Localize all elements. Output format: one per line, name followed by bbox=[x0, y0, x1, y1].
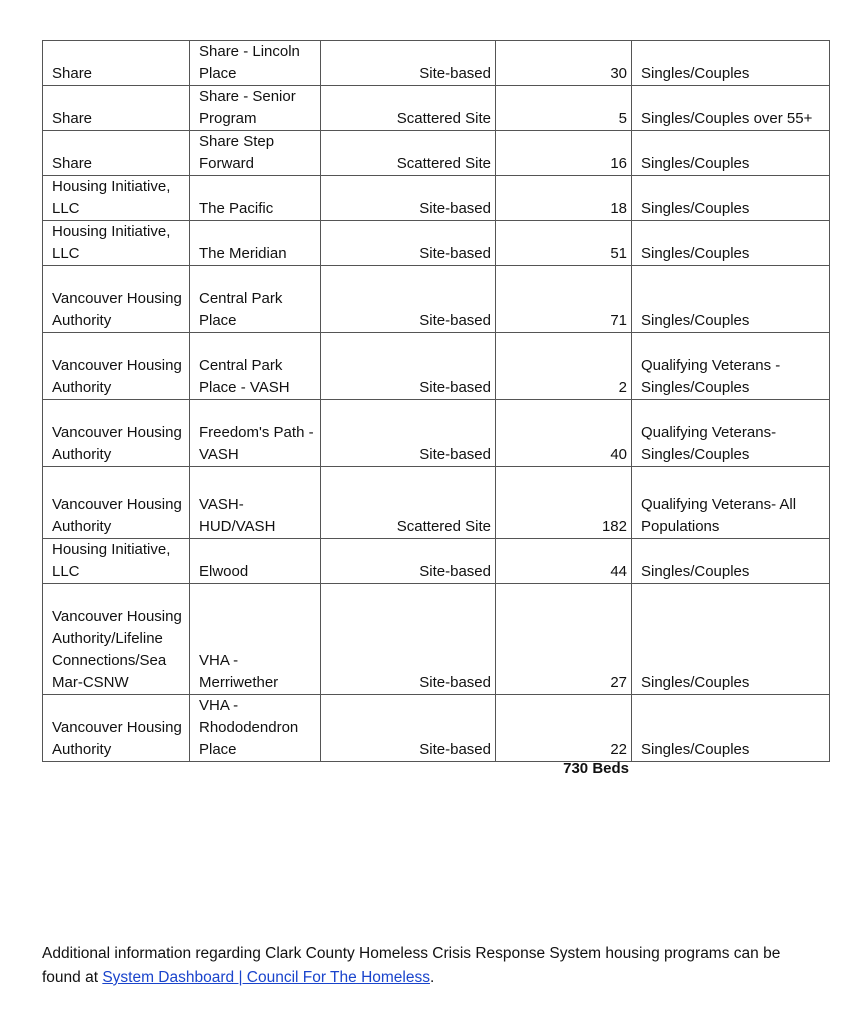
table-row bbox=[43, 539, 830, 584]
beds-cell: 182 bbox=[496, 467, 632, 539]
beds-cell: 16 bbox=[496, 131, 632, 176]
organization-cell: Vancouver Housing Authority bbox=[43, 266, 190, 333]
program-name-cell: Share - Lincoln Place bbox=[190, 41, 321, 86]
program-name-cell: Central Park Place bbox=[190, 266, 321, 333]
table-row bbox=[43, 333, 830, 400]
program-name-cell: Central Park Place - VASH bbox=[190, 333, 321, 400]
footer-end: . bbox=[429, 969, 435, 986]
site-type-cell: Site-based bbox=[321, 400, 496, 467]
organization-cell: Vancouver Housing Authority/Lifeline Connections/Sea Mar-CSNW bbox=[43, 584, 190, 695]
organization-cell: Vancouver Housing Authority bbox=[43, 467, 190, 539]
footer-text: Additional information regarding Clark County Homeless Crisis Response System housing programs can be found at bbox=[42, 945, 781, 986]
beds-cell: 27 bbox=[496, 584, 632, 695]
program-name-cell: VASH- HUD/VASH bbox=[190, 467, 321, 539]
program-name-cell: The Pacific bbox=[190, 176, 321, 221]
population-cell: Qualifying Veterans- All Populations bbox=[632, 467, 830, 539]
organization-cell: Vancouver Housing Authority bbox=[43, 333, 190, 400]
organization-cell: Housing Initiative, LLC bbox=[43, 221, 190, 266]
site-type-cell: Site-based bbox=[321, 221, 496, 266]
beds-cell: 22 bbox=[496, 695, 632, 762]
population-cell: Singles/Couples bbox=[632, 539, 830, 584]
organization-cell: Vancouver Housing Authority bbox=[43, 695, 190, 762]
site-type-cell: Site-based bbox=[321, 584, 496, 695]
organization-cell: Housing Initiative, LLC bbox=[43, 539, 190, 584]
table-row bbox=[43, 221, 830, 266]
beds-cell: 5 bbox=[496, 86, 632, 131]
table-row bbox=[43, 584, 830, 695]
organization-cell: Share bbox=[43, 86, 190, 131]
population-cell: Singles/Couples over 55+ bbox=[632, 86, 830, 131]
program-name-cell: Share - Senior Program bbox=[190, 86, 321, 131]
beds-cell: 2 bbox=[496, 333, 632, 400]
site-type-cell: Site-based bbox=[321, 333, 496, 400]
population-cell: Qualifying Veterans - Singles/Couples bbox=[632, 333, 830, 400]
organization-cell: Share bbox=[43, 131, 190, 176]
program-name-cell: The Meridian bbox=[190, 221, 321, 266]
site-type-cell: Scattered Site bbox=[321, 467, 496, 539]
population-cell: Singles/Couples bbox=[632, 131, 830, 176]
council-dashboard-link[interactable]: System Dashboard | Council For The Homeless bbox=[102, 969, 430, 986]
table-row bbox=[43, 41, 830, 86]
program-name-cell: VHA - Merriwether bbox=[190, 584, 321, 695]
organization-cell: Vancouver Housing Authority bbox=[43, 400, 190, 467]
beds-cell: 30 bbox=[496, 41, 632, 86]
table-row bbox=[43, 695, 830, 762]
program-name-cell: Share Step Forward bbox=[190, 131, 321, 176]
population-cell: Singles/Couples bbox=[632, 176, 830, 221]
table-row bbox=[43, 266, 830, 333]
program-name-cell: VHA - Rhododendron Place bbox=[190, 695, 321, 762]
population-cell: Singles/Couples bbox=[632, 41, 830, 86]
housing-programs-table bbox=[42, 40, 830, 762]
site-type-cell: Scattered Site bbox=[321, 86, 496, 131]
program-name-cell: Elwood bbox=[190, 539, 321, 584]
program-name-cell: Freedom's Path - VASH bbox=[190, 400, 321, 467]
table-row bbox=[43, 86, 830, 131]
population-cell: Qualifying Veterans- Singles/Couples bbox=[632, 400, 830, 467]
site-type-cell: Site-based bbox=[321, 41, 496, 86]
table-row bbox=[43, 176, 830, 221]
organization-cell: Housing Initiative, LLC bbox=[43, 176, 190, 221]
site-type-cell: Site-based bbox=[321, 695, 496, 762]
population-cell: Singles/Couples bbox=[632, 695, 830, 762]
table-row bbox=[43, 467, 830, 539]
table-row bbox=[43, 400, 830, 467]
beds-cell: 44 bbox=[496, 539, 632, 584]
site-type-cell: Scattered Site bbox=[321, 131, 496, 176]
organization-cell: Share bbox=[43, 41, 190, 86]
footer-note bbox=[42, 942, 822, 990]
table-row bbox=[43, 131, 830, 176]
site-type-cell: Site-based bbox=[321, 176, 496, 221]
total-beds: 730 Beds bbox=[563, 760, 629, 777]
beds-cell: 40 bbox=[496, 400, 632, 467]
site-type-cell: Site-based bbox=[321, 539, 496, 584]
population-cell: Singles/Couples bbox=[632, 584, 830, 695]
beds-cell: 51 bbox=[496, 221, 632, 266]
population-cell: Singles/Couples bbox=[632, 266, 830, 333]
beds-cell: 18 bbox=[496, 176, 632, 221]
table-body bbox=[43, 41, 830, 762]
population-cell: Singles/Couples bbox=[632, 221, 830, 266]
site-type-cell: Site-based bbox=[321, 266, 496, 333]
beds-cell: 71 bbox=[496, 266, 632, 333]
